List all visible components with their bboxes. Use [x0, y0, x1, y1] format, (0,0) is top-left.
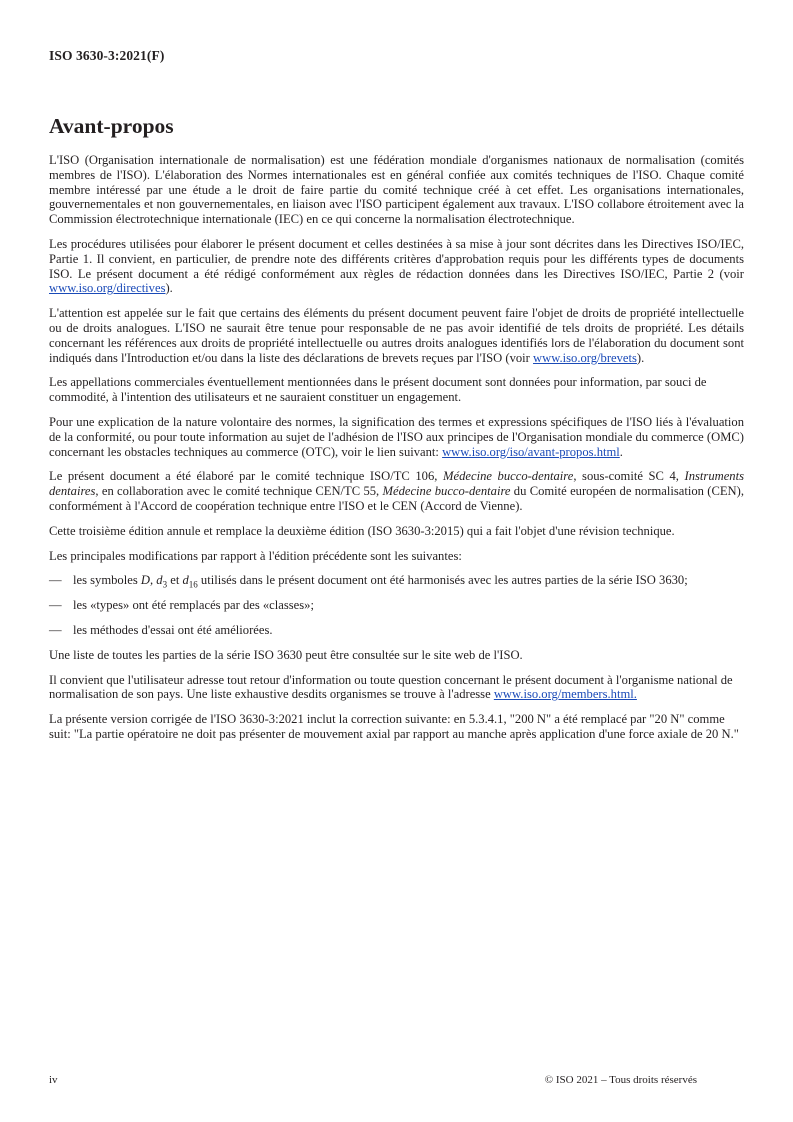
list-item: — les symboles D, $d_3$ et $d_{16}$ utilisés dans le présent document ont été harmonisés avec les autres parties de la série ISO 3630;: [49, 573, 688, 590]
paragraph-changes-intro: Les principales modifications par rapport à l'édition précédente sont les suivantes:: [49, 548, 462, 563]
paragraph-iso-organisation: L'ISO (Organisation internationale de normalisation) est une fédération mondiale d'organismes nationaux de normalisation (comités membres de l'ISO). L'élaboration des Normes internationales est en général confiée aux comités techniques de l'ISO. Chaque comité membre intéressé par une étude a le droit de faire partie du comité technique créé à cet effet. Les organisations internationales, gouvernementales et non gouvernementales, en liaison avec l'ISO participent également aux travaux. L'ISO collabore étroitement avec la Commission électrotechnique internationale (IEC) en ce qui concerne la normalisation électrotechnique.: [49, 153, 744, 227]
paragraph-patent-rights: L'attention est appelée sur le fait que certains des éléments du présent document peuvent faire l'objet de droits de propriété intellectuelle ou de droits analogues. L'ISO ne saurait être tenue pour responsable de ne pas avoir identifié de tels droits de propriété. Les détails concernant les références aux droits de propriété intellectuelle ou autres droits analogues identifiés lors de l'élaboration du document sont indiqués dans l'Introduction et/ou dans la liste des déclarations de brevets reçues par l'ISO (voir www.iso.org/brevets).: [49, 306, 744, 365]
paragraph-voluntary-nature: Pour une explication de la nature volontaire des normes, la signification des termes et expressions spécifiques de l'ISO liés à l'évaluation de la conformité, ou pour toute information au sujet de l'adhésion de l'ISO aux principes de l'Organisation mondiale du commerce (OMC) concernant les obstacles techniques au commerce (OTC), voir le lien suivant: www.iso.org/iso/avant-propos.html.: [49, 414, 744, 459]
paragraph-committee: Le présent document a été élaboré par le comité technique ISO/TC 106, Médecine bucco-dentaire, sous-comité SC 4, Instruments dentaires, en collaboration avec le comité technique CEN/TC 55, Médecine bucco-dentaire du Comité européen de normalisation (CEN), conformément à l'Accord de coopération technique entre l'ISO et le CEN (Accord de Vienne).: [49, 469, 745, 513]
list-item: — les méthodes d'essai ont été améliorées.: [49, 622, 273, 637]
document-page: [49, 0, 744, 1122]
paragraph-edition: Cette troisième édition annule et remplace la deuxième édition (ISO 3630-3:2015) qui a fait l'objet d'une révision technique.: [49, 523, 675, 538]
dash-bullet: —: [49, 573, 62, 588]
link-members[interactable]: www.iso.org/members.html.: [493, 687, 637, 702]
dash-bullet: —: [49, 622, 62, 637]
dash-bullet: —: [49, 598, 62, 613]
copyright-notice: © ISO 2021 – Tous droits réservés: [544, 1074, 697, 1086]
foreword-body: [49, 153, 744, 752]
page-number: iv: [49, 1074, 58, 1086]
paragraph-procedures: Les procédures utilisées pour élaborer le présent document et celles destinées à sa mise à jour sont décrites dans les Directives ISO/IEC, Partie 1. Il convient, en particulier, de prendre note des différents critères d'approbation requis pour les différents types de documents ISO. Le présent document a été rédigé conformément aux règles de rédaction données dans les Directives ISO/IEC, Partie 2 (voir www.iso.org/directives).: [49, 236, 744, 296]
paragraph-trade-names: Les appellations commerciales éventuellement mentionnées dans le présent document sont données pour information, par souci de commodité, à l'intention des utilisateurs et ne sauraient constituer un engagement.: [49, 375, 707, 405]
section-title: Avant-propos: [49, 114, 174, 138]
paragraph-correction: La présente version corrigée de l'ISO 3630-3:2021 inclut la correction suivante: en 5.3.4.1, "200 N" a été remplacé par "20 N" comme suit: "La partie opératoire ne doit pas présenter de mouvement axial par rapport au manche après application d'une force axiale de 20 N.": [49, 712, 739, 741]
paragraph-feedback: Il convient que l'utilisateur adresse tout retour d'information ou toute question concernant le présent document à l'organisme national de normalisation de son pays. Une liste exhaustive desdits organismes se trouve à l'adresse www.iso.org/members.html.: [49, 672, 733, 702]
list-item: — les «types» ont été remplacés par des «classes»;: [49, 598, 314, 613]
link-brevets[interactable]: www.iso.org/brevets: [533, 350, 637, 365]
link-avant-propos[interactable]: www.iso.org/iso/avant-propos.html: [442, 444, 620, 459]
paragraph-series-list: Une liste de toutes les parties de la série ISO 3630 peut être consultée sur le site web de l'ISO.: [49, 647, 523, 662]
document-identifier: ISO 3630-3:2021(F): [49, 48, 165, 63]
changes-list: [49, 573, 744, 637]
link-directives[interactable]: www.iso.org/directives: [49, 281, 166, 296]
